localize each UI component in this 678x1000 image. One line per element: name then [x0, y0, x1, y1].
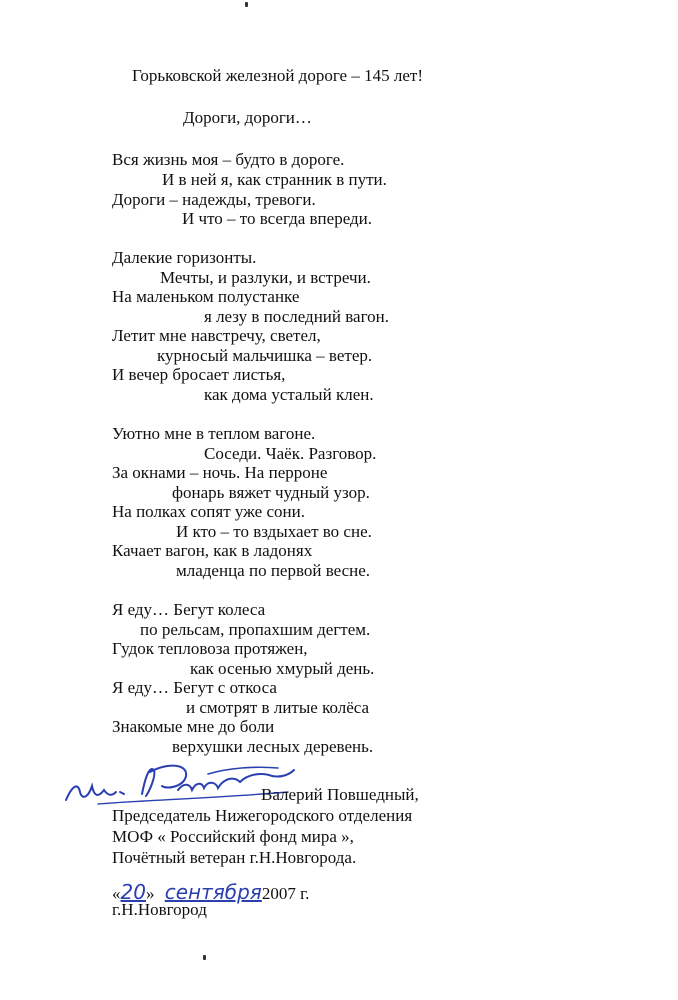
poem-line: Далекие горизонты. — [112, 248, 257, 267]
poem-line: и смотрят в литые колёса — [186, 698, 370, 717]
author-details — [112, 805, 412, 868]
poem-line: Гудок тепловоза протяжен, — [112, 639, 308, 658]
poem-line: Знакомые мне до боли — [112, 717, 275, 736]
author-position: Председатель Нижегородского отделения — [112, 806, 413, 825]
poem-line: За окнами – ночь. На перроне — [112, 463, 328, 482]
poem-line: Дороги – надежды, тревоги. — [112, 190, 316, 209]
date-day: 20 — [120, 880, 146, 904]
poem-line: Вся жизнь моя – будто в дороге. — [112, 150, 345, 169]
poem-line: На полках сопят уже сони. — [112, 502, 305, 521]
poem-line: Я еду… Бегут колеса — [112, 600, 266, 619]
poem-line: Уютно мне в теплом вагоне. — [112, 424, 316, 443]
scan-dot — [203, 955, 206, 960]
poem-line: Я еду… Бегут с откоса — [112, 678, 277, 697]
author-title: Почётный ветеран г.Н.Новгорода. — [112, 848, 357, 867]
author-organization: МОФ « Российский фонд мира », — [112, 827, 354, 846]
poem-line: по рельсам, пропахшим дегтем. — [140, 620, 371, 639]
date-month: сентября — [164, 880, 262, 904]
date-year: 2007 г. — [261, 884, 310, 903]
poem-line: Соседи. Чаёк. Разговор. — [204, 444, 377, 463]
poem-line: верхушки лесных деревень. — [172, 737, 374, 756]
scan-dot — [245, 2, 248, 7]
poem-line: курносый мальчишка – ветер. — [157, 346, 373, 365]
date-open-quote: « — [112, 884, 121, 903]
poem-line: И вечер бросает листья, — [112, 365, 286, 384]
poem-line: И что – то всегда впереди. — [182, 209, 373, 228]
city: г.Н.Новгород — [112, 900, 207, 919]
document-title: Горьковской железной дороге – 145 лет! — [132, 66, 423, 85]
poem-line: как дома усталый клен. — [204, 385, 374, 404]
poem-line: Летит мне навстречу, светел, — [112, 326, 321, 345]
poem-line: На маленьком полустанке — [112, 287, 300, 306]
poem-line: И кто – то вздыхает во сне. — [176, 522, 372, 541]
poem-line: И в ней я, как странник в пути. — [162, 170, 387, 189]
poem-line: младенца по первой весне. — [176, 561, 371, 580]
poem-line: фонарь вяжет чудный узор. — [172, 483, 370, 502]
poem-line: как осенью хмурый день. — [190, 659, 375, 678]
poem-line: Качает вагон, как в ладонях — [112, 541, 313, 560]
date-close-quote: » — [145, 884, 155, 903]
poem-line: я лезу в последний вагон. — [204, 307, 389, 326]
poem-title: Дороги, дороги… — [183, 108, 312, 127]
author-name: Валерий Повшедный, — [261, 785, 419, 804]
poem-line: Мечты, и разлуки, и встречи. — [160, 268, 371, 287]
